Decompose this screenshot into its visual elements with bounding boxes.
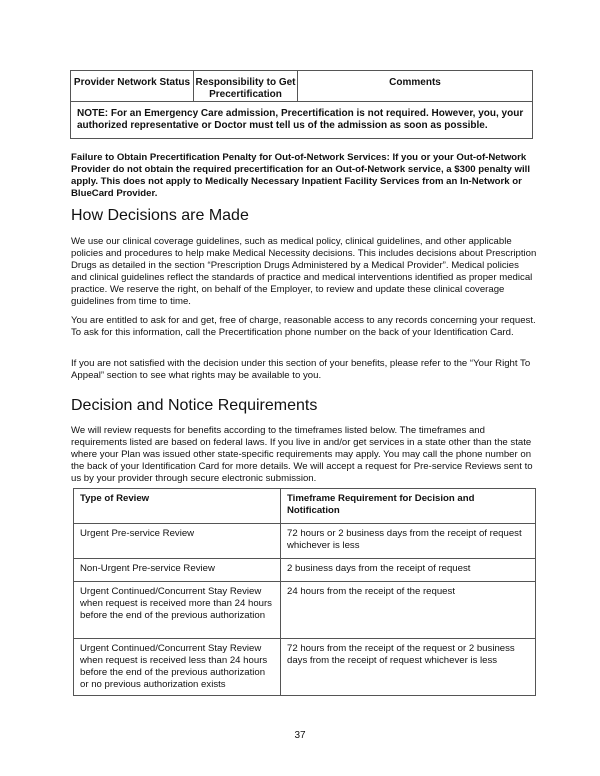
table-row: [74, 639, 536, 696]
header-timeframe: Timeframe Requirement for Decision and Notification: [281, 489, 536, 524]
decisions-paragraph-3: If you are not satisfied with the decision under this section of your benefits, please refer to the “Your Right To Appeal” section to see what rights may be available to you.: [71, 358, 531, 381]
decision-notice-paragraph: We will review requests for benefits according to the timeframes listed below. The timeframes and requirements listed are based on federal laws. If you live in and/or get services in a state other than the state where your Plan was issued other state-specific requirements may apply. You may call the phone number on the back of your Identification Card for more details. We will accept a request for Pre-service Reviews sent to us by your provider through secure electronic submission.: [71, 425, 533, 484]
review-header-row: [74, 489, 536, 524]
timeframe-cell: 72 hours or 2 business days from the receipt of request whichever is less: [281, 524, 536, 559]
heading-how-decisions: How Decisions are Made: [71, 207, 249, 224]
table-row: [74, 582, 536, 639]
timeframe-cell: 2 business days from the receipt of request: [281, 559, 536, 582]
header-type-of-review: Type of Review: [74, 489, 281, 524]
decisions-paragraph-2: You are entitled to ask for and get, free of charge, reasonable access to any records concerning your request. To ask for this information, call the Precertification phone number on the back of your Identification Card.: [71, 315, 536, 338]
timeframe-cell: 72 hours from the receipt of the request or 2 business days from the receipt of request whichever is less: [281, 639, 536, 696]
timeframe-cell: 24 hours from the receipt of the request: [281, 582, 536, 639]
header-provider-network-status: Provider Network Status: [71, 71, 194, 102]
review-type-cell: Non-Urgent Pre-service Review: [74, 559, 281, 582]
decisions-paragraph-1: We use our clinical coverage guidelines, such as medical policy, clinical guidelines, and other applicable policies and procedures to help make Medical Necessity decisions. This includes decisions about Prescription Drugs as detailed in the section “Prescription Drugs Administered by a Medical Provider”. Medical policies and clinical guidelines reflect the standards of practice and medical interventions identified as proper medical practice. We reserve the right, on behalf of the Employer, to review and update these clinical coverage guidelines from time to time.: [71, 236, 537, 307]
penalty-paragraph: Failure to Obtain Precertification Penalty for Out-of-Network Services: If you or your Out-of-Network Provider do not obtain the required precertification for an Out-of-Network service, a $300 penalty will apply. This does not apply to Medically Necessary Inpatient Facility Services from an In-Network or BlueCard Provider.: [71, 152, 530, 199]
precertification-table: [70, 70, 533, 139]
review-type-cell: Urgent Continued/Concurrent Stay Review when request is received more than 24 hours before the end of the previous authorization: [74, 582, 281, 639]
emergency-care-note: NOTE: For an Emergency Care admission, Precertification is not required. However, you, your authorized representative or Doctor must tell us of the admission as soon as possible.: [71, 102, 533, 139]
review-type-cell: Urgent Continued/Concurrent Stay Review when request is received less than 24 hours before the end of the previous authorization or no previous authorization exists: [74, 639, 281, 696]
page-number: 37: [294, 730, 306, 741]
header-responsibility: Responsibility to Get Precertification: [194, 71, 298, 102]
precertification-note-row: [71, 102, 533, 139]
review-timeframe-table: [73, 488, 536, 696]
heading-decision-notice: Decision and Notice Requirements: [71, 397, 318, 414]
table-row: [74, 524, 536, 559]
review-type-cell: Urgent Pre-service Review: [74, 524, 281, 559]
table-row: [74, 559, 536, 582]
header-comments: Comments: [298, 71, 533, 102]
precertification-header-row: [71, 71, 533, 102]
